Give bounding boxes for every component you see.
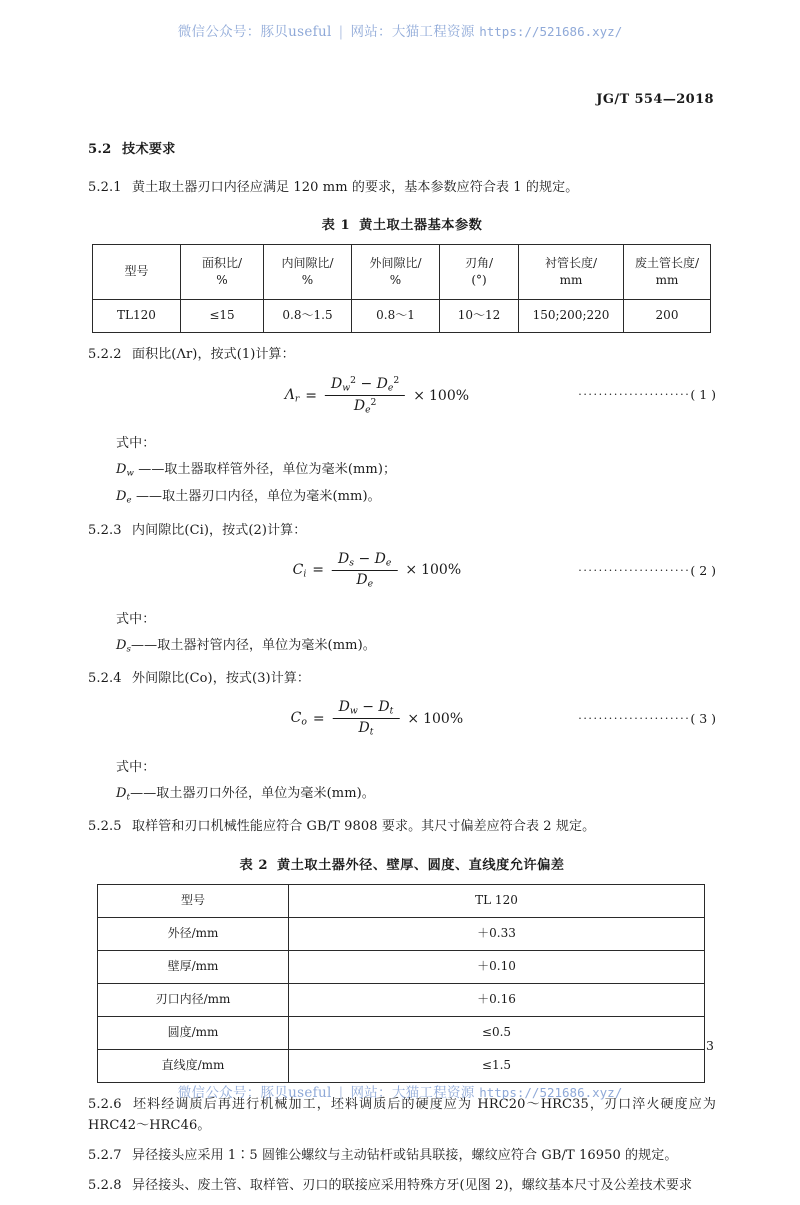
table1-header-name: 衬管长度/ bbox=[544, 255, 598, 270]
clause-heading-5-2 bbox=[88, 138, 716, 157]
table1-caption-title: 黄土取土器基本参数 bbox=[359, 218, 483, 234]
table2-label-cell: 外径/mm bbox=[98, 917, 289, 950]
table2-label-cell: 直线度/mm bbox=[98, 1049, 289, 1082]
watermark-wechat-label: 微信公众号：豚贝useful bbox=[177, 1085, 332, 1101]
table-row bbox=[98, 1049, 705, 1082]
clause-text-5-2-3: 内间隙比(Ci)，按式(2)计算： bbox=[132, 522, 307, 538]
watermark-separator: | bbox=[338, 1085, 344, 1101]
table1-cell: 0.8～1 bbox=[352, 300, 440, 333]
watermark-url: https://521686.xyz/ bbox=[479, 24, 623, 39]
table1-header-name: 面积比/ bbox=[201, 255, 243, 270]
equation-2: $C_i$ = $\frac{D_s - D_e}{D_e}$ × 100% bbox=[292, 550, 462, 590]
table1-header-unit: mm bbox=[559, 273, 583, 288]
clause-text-5-2-7: 异径接头应采用 1∶5 圆锥公螺纹与主动钻杆或钻具联接，螺纹应符合 GB/T 16950 的规定。 bbox=[132, 1147, 678, 1163]
table1-header-unit: (°) bbox=[471, 273, 487, 288]
table1-header-name: 废土管长度/ bbox=[634, 255, 700, 270]
table1-cell: 10～12 bbox=[440, 300, 519, 333]
table2-value-cell: ＋0.10 bbox=[289, 950, 705, 983]
table-row bbox=[98, 917, 705, 950]
watermark-wechat-label: 微信公众号：豚贝useful bbox=[177, 24, 332, 40]
table1-header-cell bbox=[181, 245, 264, 300]
table1-basic-parameters bbox=[92, 244, 711, 333]
equation-3-label: ( 3 ) bbox=[690, 711, 716, 727]
watermark-site-label: 网站：大猫工程资源 bbox=[350, 24, 475, 40]
clause-number-5-2-6: 5.2.6 bbox=[88, 1096, 122, 1112]
symbol-definition-dt: $D_t——$取土器刃口外径，单位为毫米(mm)。 bbox=[116, 786, 375, 803]
table-row bbox=[98, 1016, 705, 1049]
table2-label-cell: 壁厚/mm bbox=[98, 950, 289, 983]
equation-2-line bbox=[88, 551, 716, 597]
table-row bbox=[93, 300, 711, 333]
clause-5-2-2 bbox=[88, 344, 716, 365]
table1-header-unit: % bbox=[216, 273, 228, 288]
table1-header-unit: % bbox=[389, 273, 402, 288]
table1-header-cell bbox=[440, 245, 519, 300]
table-row bbox=[98, 884, 705, 917]
table-row bbox=[98, 983, 705, 1016]
standard-number-header: JG/T 554—2018 bbox=[596, 92, 714, 107]
table1-header-cell bbox=[624, 245, 711, 300]
clause-5-2-7 bbox=[88, 1145, 716, 1166]
clause-number-5-2-2: 5.2.2 bbox=[88, 347, 122, 363]
equation-3-number bbox=[578, 711, 716, 726]
table1-header-name: 刃角/ bbox=[464, 255, 494, 270]
clause-text-5-2-5: 取样管和刃口机械性能应符合 GB/T 9808 要求。其尺寸偏差应符合表 2 规定。 bbox=[132, 819, 596, 835]
table1-header-cell bbox=[352, 245, 440, 300]
clause-title-5-2: 技术要求 bbox=[122, 142, 176, 157]
clause-5-2-4 bbox=[88, 668, 716, 689]
clause-text-5-2-2: 面积比(Λr)，按式(1)计算： bbox=[132, 347, 295, 363]
where-label-1: 式中： bbox=[116, 436, 156, 452]
equation-leader-dots: ······················ bbox=[578, 712, 691, 726]
table1-header-name: 内间隙比/ bbox=[281, 255, 334, 270]
clause-text-5-2-6: 坯料经调质后再进行机械加工，坯料调质后的硬度应为 HRC20～HRC35，刃口淬火硬度应为 HRC42～HRC46。 bbox=[88, 1096, 716, 1133]
equation-1-label: ( 1 ) bbox=[690, 387, 716, 403]
table1-header-unit: mm bbox=[655, 273, 679, 288]
watermark-separator: | bbox=[338, 24, 344, 40]
clause-5-2-5 bbox=[88, 816, 716, 837]
table2-value-cell: ≤1.5 bbox=[289, 1049, 705, 1082]
clause-number-5-2-8: 5.2.8 bbox=[88, 1177, 122, 1193]
table1-header-row bbox=[93, 245, 711, 300]
table1-header-name: 外间隙比/ bbox=[369, 255, 422, 270]
table2-value-cell: ＋0.33 bbox=[289, 917, 705, 950]
symbol-definition-dw: $D_w$ ——取土器取样管外径，单位为毫米(mm)； bbox=[116, 462, 397, 479]
equation-1: $\Lambda_r$ = $\frac{D_w^2 - D_e^2}{D_e^2}$ × 100% bbox=[284, 375, 470, 416]
symbol-definition-ds: $D_s——$取土器衬管内径，单位为毫米(mm)。 bbox=[116, 637, 376, 655]
clause-number-5-2: 5.2 bbox=[88, 142, 112, 157]
watermark-top bbox=[0, 20, 800, 40]
table1-caption-number: 表 1 bbox=[321, 218, 351, 234]
table1-cell: 0.8～1.5 bbox=[264, 300, 352, 333]
page-content bbox=[88, 138, 716, 1205]
table1-cell: 150;200;220 bbox=[519, 300, 624, 333]
equation-leader-dots: ······················ bbox=[578, 388, 691, 402]
clause-number-5-2-1: 5.2.1 bbox=[88, 180, 122, 195]
table2-label-cell: 型号 bbox=[98, 884, 289, 917]
watermark-bottom bbox=[0, 1081, 800, 1101]
table1-header-cell bbox=[264, 245, 352, 300]
equation-3-line bbox=[88, 699, 716, 745]
symbol-definition-de: $D_e$ ——取土器刃口内径，单位为毫米(mm)。 bbox=[116, 489, 381, 506]
clause-number-5-2-3: 5.2.3 bbox=[88, 522, 122, 538]
equation-3: $C_o$ = $\frac{D_w - D_t}{D_t}$ × 100% bbox=[290, 699, 464, 738]
table1-header-unit: % bbox=[301, 273, 314, 288]
clause-5-2-1 bbox=[88, 177, 716, 198]
equation-2-number bbox=[578, 563, 716, 578]
table1-header-cell bbox=[93, 245, 181, 300]
table2-dimensional-tolerances bbox=[97, 884, 705, 1083]
table1-header-name: 型号 bbox=[124, 264, 149, 279]
table2-caption-title: 黄土取土器外径、壁厚、圆度、直线度允许偏差 bbox=[277, 857, 565, 873]
clause-number-5-2-5: 5.2.5 bbox=[88, 819, 122, 835]
table1-caption bbox=[88, 214, 716, 233]
table2-value-cell: ≤0.5 bbox=[289, 1016, 705, 1049]
clause-number-5-2-7: 5.2.7 bbox=[88, 1147, 122, 1163]
table-row bbox=[98, 950, 705, 983]
table2-caption bbox=[88, 854, 716, 873]
clause-text-5-2-4: 外间隙比(Co)，按式(3)计算： bbox=[132, 671, 311, 687]
equation-1-number bbox=[578, 387, 716, 402]
page-number: 3 bbox=[706, 1038, 714, 1053]
table1-cell: ≤15 bbox=[181, 300, 264, 333]
clause-number-5-2-4: 5.2.4 bbox=[88, 671, 122, 687]
table2-value-cell: ＋0.16 bbox=[289, 983, 705, 1016]
where-label-2: 式中： bbox=[116, 611, 156, 627]
equation-2-label: ( 2 ) bbox=[690, 562, 716, 578]
where-label-3: 式中： bbox=[116, 760, 156, 776]
table1-cell: 200 bbox=[624, 300, 711, 333]
table2-caption-number: 表 2 bbox=[239, 857, 269, 873]
clause-5-2-3 bbox=[88, 520, 716, 541]
equation-1-line bbox=[88, 375, 716, 421]
table1-cell: TL120 bbox=[93, 300, 181, 333]
table2-label-cell: 圆度/mm bbox=[98, 1016, 289, 1049]
watermark-site-label: 网站：大猫工程资源 bbox=[350, 1085, 475, 1101]
equation-leader-dots: ······················ bbox=[578, 563, 691, 577]
watermark-url: https://521686.xyz/ bbox=[479, 1085, 623, 1100]
clause-5-2-8 bbox=[88, 1175, 716, 1196]
clause-text-5-2-8: 异径接头、废土管、取样管、刃口的联接应采用特殊方牙(见图 2)，螺纹基本尺寸及公差技术要求 bbox=[132, 1177, 693, 1193]
table2-value-cell: TL 120 bbox=[289, 884, 705, 917]
table1-header-cell bbox=[519, 245, 624, 300]
table2-label-cell: 刃口内径/mm bbox=[98, 983, 289, 1016]
clause-text-5-2-1: 黄土取土器刃口内径应满足 120 mm 的要求，基本参数应符合表 1 的规定。 bbox=[132, 180, 579, 195]
